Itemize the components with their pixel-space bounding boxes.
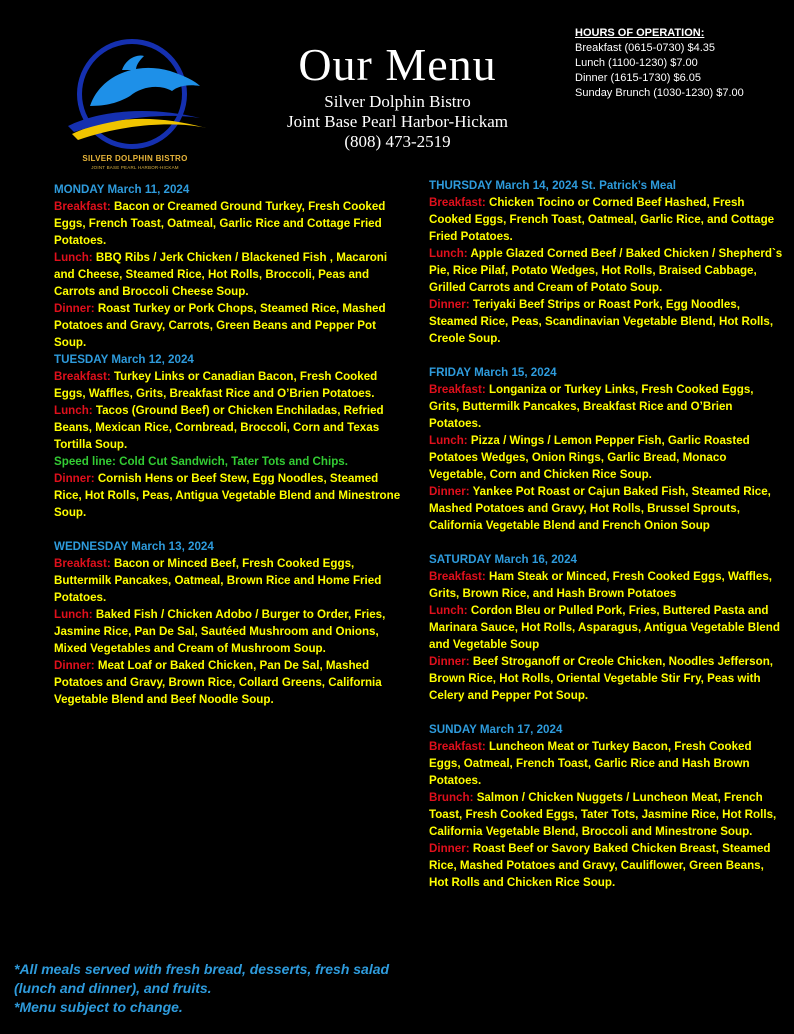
- meal-items: Meat Loaf or Baked Chicken, Pan De Sal, Mashed Potatoes and Gravy, Brown Rice, Collard Greens, California Vegetable Blend and Beef Noodle Soup.: [54, 659, 382, 706]
- day-spacer: [54, 521, 409, 538]
- bistro-name: Silver Dolphin Bistro: [324, 92, 471, 111]
- base-name: Joint Base Pearl Harbor-Hickam: [286, 112, 509, 131]
- day-date: MONDAY March 11, 2024: [54, 183, 190, 196]
- logo-subtitle: JOINT BASE PEARL HARBOR-HICKAM: [91, 165, 179, 170]
- day-date: THURSDAY March 14, 2024 St. Patrick’s Meal: [429, 179, 677, 192]
- meal-label: Breakfast:: [429, 196, 486, 209]
- meal-items: Yankee Pot Roast or Cajun Baked Fish, Steamed Rice, Mashed Potatoes and Gravy, Hot Rolls, Brussel Sprouts, California Vegetable Blend and French Onion Soup: [429, 485, 771, 532]
- meal-label: Breakfast:: [429, 570, 486, 583]
- meal-label: Breakfast:: [54, 370, 111, 383]
- day-spacer: [429, 347, 784, 364]
- hours-title: HOURS OF OPERATION:: [575, 27, 705, 39]
- meal-label: Breakfast:: [54, 557, 111, 570]
- meal-items: Bacon or Creamed Ground Turkey, Fresh Cooked Eggs, French Toast, Oatmeal, Garlic Rice and Cottage Fried Potatoes.: [54, 200, 386, 247]
- meal-items: Roast Beef or Savory Baked Chicken Breast, Steamed Rice, Mashed Potatoes and Gravy, Cauliflower, Green Beans, Hot Rolls and Chicken Rice Soup.: [429, 842, 771, 889]
- day-section: [54, 351, 409, 521]
- meal-label: Brunch:: [429, 791, 474, 804]
- meal-entry: [54, 198, 409, 249]
- meal-items: Cold Cut Sandwich, Tater Tots and Chips.: [119, 455, 348, 468]
- meal-entry: [54, 453, 409, 470]
- meal-items: Teriyaki Beef Strips or Roast Pork, Egg Noodles, Steamed Rice, Peas, Scandinavian Vegetable Blend, Hot Rolls, Creole Soup.: [429, 298, 774, 345]
- meal-label: Dinner:: [429, 842, 470, 855]
- dolphin-logo-icon: [60, 36, 210, 156]
- meal-entry: [429, 194, 784, 245]
- meal-entry: [429, 296, 784, 347]
- meal-items: Longaniza or Turkey Links, Fresh Cooked Eggs, Grits, Buttermilk Pancakes, Breakfast Rice and O’Brien Potatoes.: [429, 383, 754, 430]
- meal-items: Cornish Hens or Beef Stew, Egg Noodles, Steamed Rice, Hot Rolls, Peas, Antigua Vegetable Blend and Minestrone Soup.: [54, 472, 401, 519]
- meal-entry: [54, 657, 409, 708]
- meal-label: Dinner:: [54, 302, 95, 315]
- day-section: [429, 364, 784, 534]
- meal-label: Lunch:: [54, 608, 93, 621]
- meal-items: Roast Turkey or Pork Chops, Steamed Rice, Mashed Potatoes and Gravy, Carrots, Green Beans and Pepper Pot Soup.: [54, 302, 386, 349]
- meal-label: Dinner:: [54, 472, 95, 485]
- day-section: [429, 177, 784, 347]
- page-title: Our Menu: [298, 39, 497, 90]
- meal-label: Dinner:: [429, 298, 470, 311]
- meal-entry: [429, 483, 784, 534]
- menu-footer: [14, 960, 434, 1017]
- meal-entry: [429, 840, 784, 891]
- meal-items: Baked Fish / Chicken Adobo / Burger to Order, Fries, Jasmine Rice, Pan De Sal, Sautéed Mushroom and Onions, Mixed Vegetables and Cream of Mushroom Soup.: [54, 608, 386, 655]
- footer-note-meals: *All meals served with fresh bread, desserts, fresh salad (lunch and dinner), and fruits.: [14, 961, 390, 996]
- hours-breakfast: Breakfast (0615-0730) $4.35: [575, 42, 716, 54]
- meal-label: Lunch:: [429, 434, 468, 447]
- hours-of-operation: [575, 26, 744, 101]
- hours-lunch: Lunch (1100-1230) $7.00: [575, 57, 698, 69]
- day-section: [54, 538, 409, 708]
- meal-entry: [54, 606, 409, 657]
- menu-column-right: [429, 177, 784, 891]
- bistro-logo: [60, 36, 210, 176]
- hours-dinner: Dinner (1615-1730) $6.05: [575, 72, 701, 84]
- meal-entry: [429, 738, 784, 789]
- day-date: SATURDAY March 16, 2024: [429, 553, 577, 566]
- meal-entry: [429, 568, 784, 602]
- meal-entry: [429, 432, 784, 483]
- meal-entry: [429, 653, 784, 704]
- meal-items: Apple Glazed Corned Beef / Baked Chicken / Shepherd`s Pie, Rice Pilaf, Potato Wedges, Hot Rolls, Braised Cabbage, Grilled Carrots and Cream of Potato Soup.: [429, 247, 783, 294]
- meal-label: Lunch:: [429, 604, 468, 617]
- meal-entry: [429, 602, 784, 653]
- meal-label: Speed line:: [54, 455, 116, 468]
- meal-label: Breakfast:: [54, 200, 111, 213]
- day-section: [429, 551, 784, 704]
- meal-label: Dinner:: [429, 485, 470, 498]
- logo-name: SILVER DOLPHIN BISTRO: [82, 154, 188, 163]
- meal-items: Ham Steak or Minced, Fresh Cooked Eggs, Waffles, Grits, Brown Rice, and Hash Brown Potatoes: [429, 570, 772, 600]
- meal-label: Lunch:: [429, 247, 468, 260]
- day-section: [54, 181, 409, 351]
- meal-items: Cordon Bleu or Pulled Pork, Fries, Buttered Pasta and Marinara Sauce, Hot Rolls, Asparagus, Antigua Vegetable Blend and Vegetable Soup: [429, 604, 780, 651]
- meal-items: Beef Stroganoff or Creole Chicken, Noodles Jefferson, Brown Rice, Hot Rolls, Oriental Vegetable Stir Fry, Peas with Celery and Pepper Pot Soup.: [429, 655, 774, 702]
- meal-entry: [429, 381, 784, 432]
- meal-entry: [54, 555, 409, 606]
- day-date: TUESDAY March 12, 2024: [54, 353, 194, 366]
- meal-entry: [54, 300, 409, 351]
- meal-entry: [54, 402, 409, 453]
- phone-number: (808) 473-2519: [344, 132, 451, 151]
- day-date: WEDNESDAY March 13, 2024: [54, 540, 214, 553]
- meal-items: Chicken Tocino or Corned Beef Hashed, Fresh Cooked Eggs, French Toast, Oatmeal, Garlic Rice, and Cottage Fried Potatoes.: [429, 196, 775, 243]
- meal-entry: [54, 470, 409, 521]
- menu-column-left: [54, 181, 409, 708]
- day-spacer: [429, 704, 784, 721]
- day-spacer: [429, 534, 784, 551]
- meal-entry: [429, 789, 784, 840]
- footer-note-change: *Menu subject to change.: [14, 999, 183, 1015]
- meal-items: Pizza / Wings / Lemon Pepper Fish, Garlic Roasted Potatoes Wedges, Onion Rings, Garlic Bread, Monaco Vegetable, Corn and Chicken Rice Soup.: [429, 434, 750, 481]
- day-date: SUNDAY March 17, 2024: [429, 723, 563, 736]
- meal-entry: [54, 368, 409, 402]
- meal-items: BBQ Ribs / Jerk Chicken / Blackened Fish , Macaroni and Cheese, Steamed Rice, Hot Rolls, Broccoli, Peas and Carrots and Broccoli Cheese Soup.: [54, 251, 388, 298]
- menu-header: [240, 38, 555, 152]
- meal-items: Tacos (Ground Beef) or Chicken Enchiladas, Refried Beans, Mexican Rice, Cornbread, Broccoli, Corn and Texas Tortilla Soup.: [54, 404, 384, 451]
- meal-label: Breakfast:: [429, 740, 486, 753]
- meal-items: Salmon / Chicken Nuggets / Luncheon Meat, French Toast, Fresh Cooked Eggs, Tater Tots, Jasmine Rice, Hot Rolls, California Vegetable Blend, Broccoli and Minestrone Soup.: [429, 791, 777, 838]
- meal-items: Luncheon Meat or Turkey Bacon, Fresh Cooked Eggs, Oatmeal, French Toast, Garlic Rice and Hash Brown Potatoes.: [429, 740, 752, 787]
- meal-label: Lunch:: [54, 404, 93, 417]
- hours-sunday-brunch: Sunday Brunch (1030-1230) $7.00: [575, 87, 744, 99]
- day-date: FRIDAY March 15, 2024: [429, 366, 557, 379]
- day-section: [429, 721, 784, 891]
- meal-items: Turkey Links or Canadian Bacon, Fresh Cooked Eggs, Waffles, Grits, Breakfast Rice and O’Brien Potatoes.: [54, 370, 378, 400]
- meal-entry: [429, 245, 784, 296]
- meal-entry: [54, 249, 409, 300]
- meal-items: Bacon or Minced Beef, Fresh Cooked Eggs, Buttermilk Pancakes, Oatmeal, Brown Rice and Home Fried Potatoes.: [54, 557, 382, 604]
- meal-label: Lunch:: [54, 251, 93, 264]
- meal-label: Dinner:: [429, 655, 470, 668]
- meal-label: Dinner:: [54, 659, 95, 672]
- meal-label: Breakfast:: [429, 383, 486, 396]
